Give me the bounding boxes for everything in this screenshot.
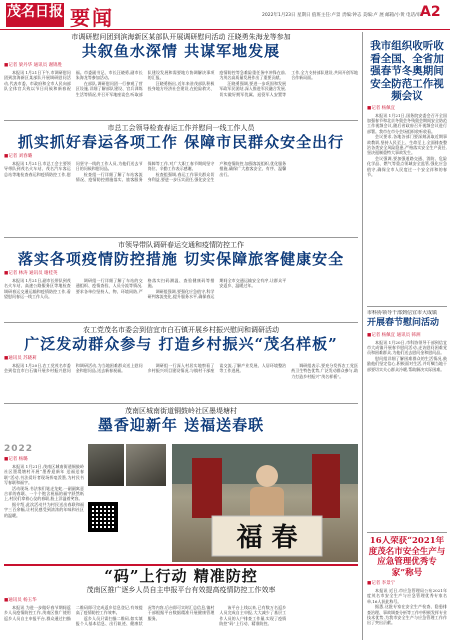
- article-headline: 16人荣获“2021年度茂名市安全生产与应急管理优秀专家”称号: [368, 536, 446, 578]
- paragraph: 调研组表示,要充分发挥农工党医药卫生特色优势,广泛发动群众参与,助力打造乡村振兴“茂名样板”。: [291, 363, 358, 379]
- article-headline: 开展春节慰问活动: [367, 318, 440, 328]
- section-divider: [367, 532, 447, 533]
- article-byline: ■通讯员 杨玉华: [4, 598, 37, 603]
- article-kicker: 茂南区推广逐乡人员自主申报平台有效提高疫情防控工作效率: [86, 586, 276, 594]
- paragraph: 检查组强调,春运工作事关群众切身利益,要进一步压实责任,强化安全生产和疫情防控,加强客流组织,优化服务措施,确保广大旅客安全、有序、温馨出行。: [147, 161, 287, 183]
- couplets-event-photo: [172, 444, 358, 562]
- red-couplet-scroll: [312, 454, 340, 518]
- event-photo-small: [88, 444, 124, 486]
- section-divider: [4, 564, 358, 566]
- article-body: [367, 340, 447, 372]
- calligraphy-characters: 福 春: [236, 523, 298, 553]
- article-spring-couplets-header: [4, 406, 358, 442]
- paragraph: 本报讯 1月21日,副市长带队到茂名火车站、高速公路服务区等地检查调研春运交通运输和疫情防控工作,看望慰问春运一线工作人员。: [4, 278, 71, 300]
- article-kicker: 市总工会领导检查春运工作并慰问一线工作人员: [107, 124, 255, 132]
- red-couplet-scroll: [192, 458, 222, 518]
- article-spring-transport-union: [4, 123, 358, 235]
- paragraph: 调研组一行详细了解了车站的交通组织、疫情查验、人员分流等情况,要求各单位坚持人、物、环境同防,严格落实扫码测温、查验健康码等措施。: [75, 278, 215, 294]
- section-divider: [4, 403, 358, 404]
- event-photo-small: [126, 444, 166, 486]
- article-headline: 广泛发动群众参与 打造乡村振兴“茂名样板”: [24, 335, 338, 353]
- article-headline: “码”上行动 精准防控: [104, 567, 258, 585]
- article-epidemic-control: [4, 240, 358, 320]
- paragraph: 调研组一行深入村居实地察看了乡村振兴项目建设情况,与镇村干部座谈交流,了解产业发展、人居环境整治等工作进展。: [147, 363, 287, 374]
- article-science-assoc-visit: [367, 310, 447, 528]
- article-safety-experts: [367, 536, 447, 640]
- section-divider: [4, 237, 358, 238]
- article-kicker: 市调研慰问团到滨海新区某部队开展调研慰问活动 汪晓勇朱海龙等参加: [71, 33, 291, 41]
- article-body: [4, 278, 358, 300]
- article-kicker: 市科协领导干部到信宜市大成镇: [367, 310, 438, 316]
- article-headline: 墨香迎新年 送福送春联: [97, 416, 265, 434]
- paragraph: 本报讯 1月20日,市科协领导干部到信宜市大成镇开展春节慰问活动,走访慰问困难党员和困难群众,为他们送去慰问金和慰问品。: [367, 339, 447, 356]
- paragraph: 本报讯 1月21日,茂南区城南街道铜鼓岭社区墨堤塘村开展“墨香迎新年 送福送春联”活动,书法爱好者现场挥毫泼墨,为村民书写春联和福字。: [4, 464, 84, 486]
- article-byline: ■记者 杨佩宜: [367, 105, 396, 111]
- paragraph: 本报讯 1月20日,农工党茂名市委会到信宜市白石镇开展乡村振兴慰问和调研活动,为当地困难群众送上慰问金和慰问品,送去新春祝福。: [4, 363, 143, 374]
- article-byline: ■记者 李景宁: [367, 581, 396, 586]
- section-divider: [367, 306, 447, 307]
- article-headline: 落实各项疫情防控措施 切实保障旅客健康安全: [17, 250, 345, 268]
- paragraph: 本报讯 1月21日,市总工会主要领导带队到茂名火车站、茂名汽车客运总站等地检查春运和疫情防控工作,慰问坚守一线的工作人员,为他们送去节日的问候和慰问品。: [4, 161, 143, 177]
- page-number: A2: [420, 4, 441, 20]
- qr-code[interactable]: [88, 502, 118, 532]
- article-headline: 共叙鱼水深情 共谋军地发展: [81, 42, 281, 60]
- paragraph: 汪晓勇指出,近年来驻茂部队积极投身地方经济社会建设,在抢险救灾、疫情防控等急难险重任务中冲锋在前,为茂名高质量发展作出了重要贡献。: [147, 70, 287, 92]
- article-body: [367, 588, 447, 626]
- article-body: [4, 363, 358, 379]
- article-byline: ■记者 杨佩宜 通讯员 韩洲: [367, 332, 421, 338]
- article-headline: 抓实抓好春运各项工作 保障市民群众安全出行: [17, 133, 345, 151]
- article-byline: ■通讯员 苏晓莉: [4, 356, 37, 361]
- article-kicker: 市领导带队调研春运交通和疫情防控工作: [118, 241, 244, 249]
- article-qr-code-epidemic: [4, 567, 358, 640]
- paragraph: 调研组强调,要强化应急值守,科学研判客流变化,提升服务水平,确保春运期间全市交通运输安全有序,让群众平安返乡、温暖过年。: [147, 278, 287, 300]
- paragraph: 会议强调,要加强道路交通、消防、危险化学品、燃气等重点领域安全监管,强化应急值守,确保全市人民度过一个安全祥和的春节。: [367, 155, 447, 177]
- newspaper-logo-subtitle: MAOMING DAILY: [15, 23, 55, 28]
- paragraph: 返乡人员只需扫描二维码,如实填报个人基本信息、出行轨迹、健康状况等内容,后台即可实时汇总信息,镇村干部根据平台数据精准开展健康管理服务。: [75, 605, 215, 627]
- article-rural-revitalization: [4, 325, 358, 401]
- article-byline: ■记者 林涛 通讯员 谢桂英: [4, 271, 58, 276]
- article-safety-video-conference: [367, 40, 447, 302]
- paragraph: 本报讯 近日,市应急管理局公布2021年度茂名市安全生产与应急管理优秀专家名单,16人获此称号。: [367, 588, 447, 604]
- paragraph: 慰问组详细了解困难群众的生活情况,鼓励他们坚定信心,积极面对生活,并叮嘱当地干部要切实关心群众冷暖,帮助解决实际困难。: [367, 355, 447, 372]
- article-byline: ■记者 刘春璐: [4, 154, 33, 159]
- article-headline: 我市组织收听收看全国、全省加强春节冬奥期间安全防范工作视频会议: [370, 40, 444, 102]
- article-kicker: 农工党茂名市委会到信宜市白石镇开展乡村振兴慰问和调研活动: [83, 326, 279, 334]
- year-stamp: 2022: [4, 444, 34, 454]
- paragraph: 据悉,这批专家在安全生产检查、隐患排查治理、事故调查分析等工作中积极发挥专业技术优势,为我市安全生产与应急管理工作作出了突出贡献。: [367, 604, 447, 626]
- main-column: [4, 32, 358, 640]
- article-body: [4, 464, 84, 518]
- paragraph: 据介绍,此次活动共为村民送出春联和福字三百余幅,让村民感受到浓浓的年味和社区的温暖。: [4, 501, 84, 518]
- side-column: [362, 32, 448, 640]
- article-byline: ■记者 梁丹华 通讯员 谢锦胜: [4, 63, 63, 68]
- paragraph: 该平台上线以来,已有数万名返乡人员完成自主申报,大大减少了基层工作人员的入户排查工作量,实现了疫情防控“码”上行动、精准防控。: [219, 605, 287, 627]
- paragraph: 活动现场,书法家们笔走龙蛇,一副副寓意吉祥的春联、一个个饱含祝福的福字跃然纸上,村民们拿着心仪的春联,脸上洋溢着笑容。: [4, 485, 84, 502]
- section-divider: [4, 120, 358, 121]
- couplets-photo-illustration: [172, 444, 358, 562]
- section-divider: [4, 322, 358, 323]
- article-body: [4, 70, 358, 97]
- paragraph: 本报讯 1月21日下午,市调研慰问团到滨海新区某部队开展调研慰问活动,代表市委、市政府和全市人民向部队全体官兵致以节日问候和新春祝福。市委副书记、市长汪晓勇,副市长朱海龙等参加活动。: [4, 70, 143, 92]
- article-body: [4, 605, 358, 627]
- paragraph: 检查组一行详细了解了车站客流情况、疫情防控措施落实、旅客服务保障等工作,对广大职工春节期间坚守岗位、辛勤工作表示感谢。: [75, 161, 215, 183]
- paragraph: 会议要求,各地各部门要深刻汲取近期事故教训,坚持人民至上、生命至上,全面排查整治各类安全风险隐患,严格落实安全生产责任,坚决遏制重特大事故发生。: [367, 134, 447, 156]
- masthead: [0, 0, 450, 30]
- paragraph: 在部队,调研慰问团一行参观了营区设施,详细了解部队建设、官兵训练生活等情况,并召开军地座谈会,听取部队建设发展和需要地方协调解决事项的汇报。: [75, 70, 215, 97]
- paragraph: 本报讯 1月21日,国务院安委会召开全国加强春节和北京冬奥会冬残奥会期间安全防范工作视频会议,随后省政府召开视频会议进行部署。我市在市分会场组织收听收看。: [367, 112, 447, 134]
- article-body: [367, 113, 447, 178]
- paragraph: 本报讯 为进一步做好春节期间返乡人员疫情防控工作,茂南区推广使用返乡人员自主申报平台,群众通过扫描二维码即可完成返乡信息登记,有效提高了疫情防控工作效率。: [4, 605, 143, 621]
- paragraph: 汪晓勇强调,要进一步巩固和发展军政军民团结,深入推进军民融合发展,切实做好拥军优属、退役军人安置等工作,全力支持部队建设,共同开创军地合作新局面。: [219, 70, 358, 97]
- article-byline: ■记者 杨璐: [4, 457, 28, 462]
- person-head: [256, 465, 278, 487]
- article-military-visit: [4, 32, 358, 118]
- article-body: [4, 161, 358, 183]
- section-title: 要闻: [70, 6, 114, 30]
- issue-info: 2022年1月23日 星期日 值班主任:卢景 责编:钟志 美编:卢 展 邮箱/小黄 电话/审: [262, 13, 422, 18]
- article-kicker: 茂南区城南街道铜鼓岭社区墨堤塘村: [125, 407, 237, 415]
- newspaper-logo: 茂名日报: [6, 3, 64, 27]
